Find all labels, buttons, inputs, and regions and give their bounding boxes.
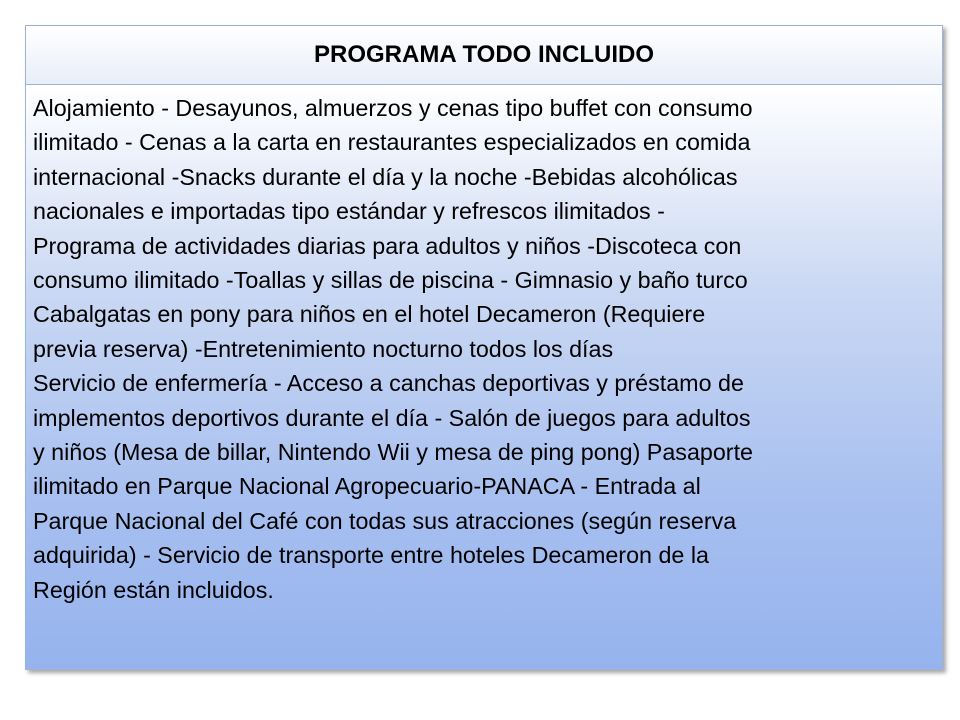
text-line: Parque Nacional del Café con todas sus atracciones (según reserva [33, 507, 737, 534]
program-description [33, 91, 934, 607]
text-line: Alojamiento - Desayunos, almuerzos y cenas tipo buffet con consumo [33, 95, 753, 121]
text-line: Programa de actividades diarias para adultos y niños -Discoteca con [33, 232, 742, 259]
table-body [26, 85, 942, 669]
text-line: internacional -Snacks durante el día y la noche -Bebidas alcohólicas [33, 163, 738, 190]
program-table [25, 25, 943, 670]
text-line: nacionales e importadas tipo estándar y refrescos ilimitados - [33, 198, 665, 225]
text-line: ilimitado - Cenas a la carta en restaurantes especializados en comida [33, 129, 751, 156]
text-line: consumo ilimitado -Toallas y sillas de piscina - Gimnasio y baño turco [33, 267, 748, 294]
text-line: ilimitado en Parque Nacional Agropecuario-PANACA - Entrada al [33, 473, 701, 500]
text-line: Cabalgatas en pony para niños en el hotel Decameron (Requiere [33, 301, 706, 328]
text-line: adquirida) - Servicio de transporte entre hoteles Decameron de la [33, 542, 709, 569]
text-line: Región están incluidos. [33, 576, 274, 603]
text-line: implementos deportivos durante el día - Salón de juegos para adultos [33, 404, 751, 431]
text-line: y niños (Mesa de billar, Nintendo Wii y mesa de ping pong) Pasaporte [33, 439, 753, 466]
text-line: Servicio de enfermería - Acceso a canchas deportivas y préstamo de [33, 370, 744, 397]
text-line: previa reserva) -Entretenimiento nocturno todos los días [33, 335, 614, 362]
table-title: PROGRAMA TODO INCLUIDO [314, 41, 654, 68]
table-header [26, 26, 942, 85]
